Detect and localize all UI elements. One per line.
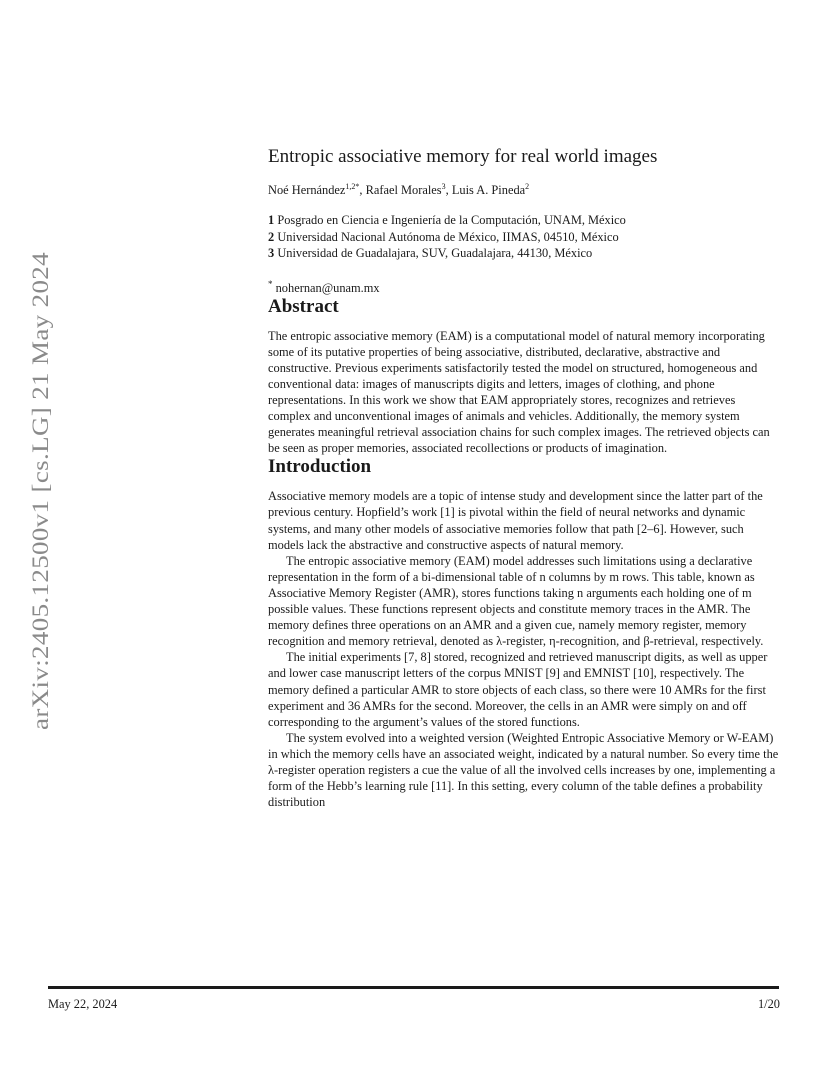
author-affiliation-mark: 3 bbox=[441, 181, 446, 191]
paper-body bbox=[268, 146, 780, 810]
abstract-text: The entropic associative memory (EAM) is a computational model of natural memory incorporating some of its putative properties of being associative, distributed, declarative, abstractive and constructive. Previous experiments satisfactorily tested the model on structured, homogeneous and conventional data: images of manuscripts digits and letters, images of clothing, and phone representations. In this work we show that EAM appropriately stores, recognizes and retrieves complex and unconventional images of animals and vehicles. Additionally, the memory system generates meaningful retrieval association chains for such complex images. The retrieved objects can be seen as proper memories, associated recollections or products of imagination. bbox=[268, 328, 770, 456]
author-name: Noé Hernández bbox=[268, 183, 346, 197]
footer-date: May 22, 2024 bbox=[48, 997, 118, 1011]
author-name: , Luis A. Pineda bbox=[445, 183, 526, 197]
email-mark: * bbox=[268, 278, 273, 289]
affiliation-item bbox=[268, 229, 780, 246]
corresponding-email bbox=[268, 276, 780, 296]
introduction-heading: Introduction bbox=[268, 456, 372, 478]
author-name: , Rafael Morales bbox=[359, 183, 442, 197]
intro-paragraph: The system evolved into a weighted version (Weighted Entropic Associative Memory or W-EAM) in which the memory cells have an associated weight, indicated by a natural number. So every time the λ-register operation registers a cue the value of all the involved cells increases by one, implementing a form of the Hebb’s learning rule [11]. In this setting, every column of the table defines a probability distribution bbox=[268, 730, 779, 810]
arxiv-side-stamp bbox=[22, 250, 58, 730]
author-affiliation-mark: 1,2* bbox=[345, 181, 360, 191]
affiliation-text: Universidad Nacional Autónoma de México, IIMAS, 04510, México bbox=[277, 229, 619, 244]
affiliation-text: Posgrado en Ciencia e Ingeniería de la Computación, UNAM, México bbox=[277, 213, 626, 227]
intro-paragraph: Associative memory models are a topic of intense study and development since the latter part of the previous century. Hopfield’s work [1] is pivotal within the field of neural networks and dynamic systems, and many other models of associative memories follow that path [2–6]. However, such models lack the abstractive and constructive aspects of natural memory. bbox=[268, 489, 763, 552]
footer-page-number: 1/20 bbox=[757, 997, 780, 1011]
footer-rule bbox=[48, 986, 779, 989]
email-address: nohernan@unam.mx bbox=[275, 280, 380, 295]
affiliation-list bbox=[268, 212, 780, 262]
abstract-heading: Abstract bbox=[268, 295, 339, 317]
author-list bbox=[268, 182, 780, 198]
affiliation-number: 2 bbox=[268, 229, 275, 244]
author-affiliation-mark: 2 bbox=[525, 181, 530, 191]
paper-title: Entropic associative memory for real world images bbox=[268, 146, 658, 167]
affiliation-item bbox=[268, 212, 780, 229]
introduction-body bbox=[268, 488, 780, 810]
affiliation-number: 3 bbox=[268, 246, 275, 260]
intro-paragraph: The entropic associative memory (EAM) model addresses such limitations using a declarative representation in the form of a bi-dimensional table of n columns by m rows. This table, known as Associative Memory Register (AMR), stores functions taking n arguments each holding one of m possible values. These functions represent objects and constitute memory traces in the AMR. The memory defines three operations on an AMR and a given cue, namely memory register, memory recognition and memory retrieval, denoted as λ-register, η-recognition, and β-retrieval, respectively. bbox=[268, 553, 764, 649]
affiliation-number: 1 bbox=[268, 213, 275, 227]
affiliation-text: Universidad de Guadalajara, SUV, Guadalajara, 44130, México bbox=[277, 246, 593, 260]
intro-paragraph: The initial experiments [7, 8] stored, recognized and retrieved manuscript digits, as well as upper and lower case manuscript letters of the corpus MNIST [9] and EMNIST [10], respectively. The memory defined a particular AMR to store objects of each class, so there were 10 AMRs for the first experiment and 36 AMRs for the second. Moreover, the cells in an AMR were simply on and off corresponding to the argument’s values of the stored functions. bbox=[268, 650, 768, 729]
arxiv-identifier: arXiv:2405.12500v1 [cs.LG] 21 May 2024 bbox=[28, 322, 53, 730]
affiliation-item bbox=[268, 245, 780, 262]
